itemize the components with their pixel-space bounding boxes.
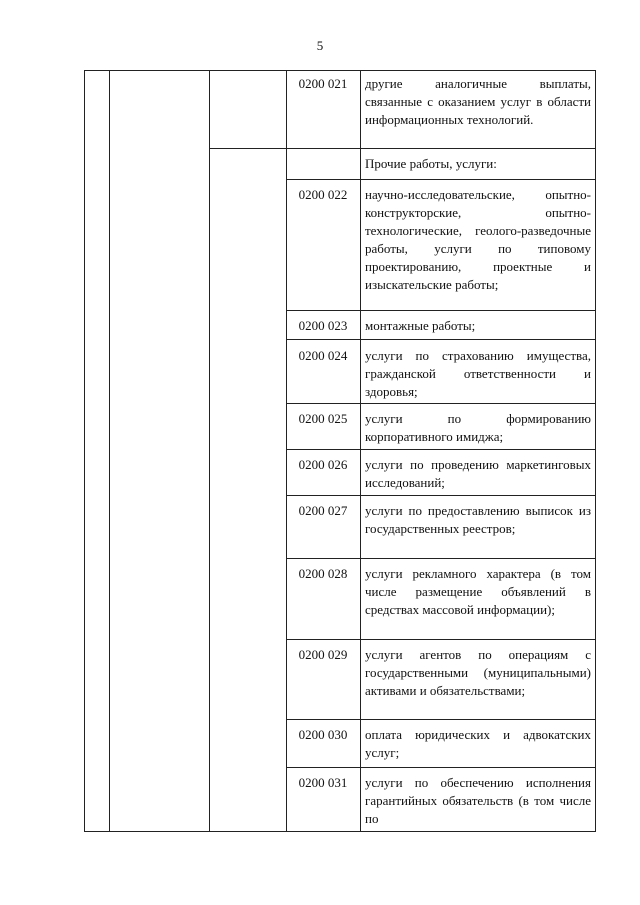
row-description: услуги по проведению маркетинговых исследований;: [365, 457, 591, 490]
table-rule: [286, 339, 596, 340]
table-rule: [286, 767, 596, 768]
row-description: услуги по страхованию имущества, гражданской ответственности и здоровья;: [365, 348, 591, 399]
table-rule: [84, 70, 596, 71]
row-description: услуги по формированию корпоративного имиджа;: [365, 411, 591, 444]
row-code: 0200 024: [298, 348, 348, 363]
table-rule: [286, 449, 596, 450]
row-code: 0200 026: [298, 457, 348, 472]
row-description: услуги по предоставлению выписок из государственных реестров;: [365, 503, 591, 536]
row-code: 0200 025: [298, 411, 348, 426]
row-code: 0200 028: [298, 566, 348, 581]
row-code: 0200 022: [298, 187, 348, 202]
row-code: 0200 030: [298, 727, 348, 742]
row-description: монтажные работы;: [365, 318, 476, 333]
table-rule: [209, 70, 210, 832]
row-description: другие аналогичные выплаты, связанные с оказанием услуг в области информационных технологий.: [365, 76, 591, 127]
row-code: 0200 021: [298, 76, 348, 91]
table-rule: [286, 179, 596, 180]
row-code: 0200 027: [298, 503, 348, 518]
row-description: оплата юридических и адвокатских услуг;: [365, 727, 591, 760]
row-description: услуги агентов по операциям с государственными (муниципальными) активами и обязательствами;: [365, 647, 591, 698]
table-rule: [286, 403, 596, 404]
section-heading: Прочие работы, услуги:: [365, 156, 497, 171]
table-rule: [84, 831, 596, 832]
table-rule: [209, 148, 596, 149]
row-description: услуги рекламного характера (в том числе размещение объявлений в средствах массовой информации);: [365, 566, 591, 617]
row-description: научно-исследовательские, опытно-конструкторские, опытно-технологические, геолого-разведочные работы, услуги по типовому проектированию, проектные и изыскательские работы;: [365, 187, 591, 292]
page-number: 5: [316, 38, 324, 53]
row-code: 0200 023: [298, 318, 348, 333]
table-rule: [84, 70, 85, 832]
table-rule: [286, 70, 287, 832]
row-code: 0200 029: [298, 647, 348, 662]
table-rule: [286, 639, 596, 640]
table-rule: [286, 558, 596, 559]
row-description: услуги по обеспечению исполнения гарантийных обязательств (в том числе по: [365, 775, 591, 826]
table-rule: [286, 719, 596, 720]
classification-table: [84, 70, 596, 832]
table-rule: [109, 70, 110, 832]
table-rule: [595, 70, 596, 832]
row-code: 0200 031: [298, 775, 348, 790]
table-rule: [286, 310, 596, 311]
table-rule: [286, 495, 596, 496]
table-rule: [360, 70, 361, 832]
